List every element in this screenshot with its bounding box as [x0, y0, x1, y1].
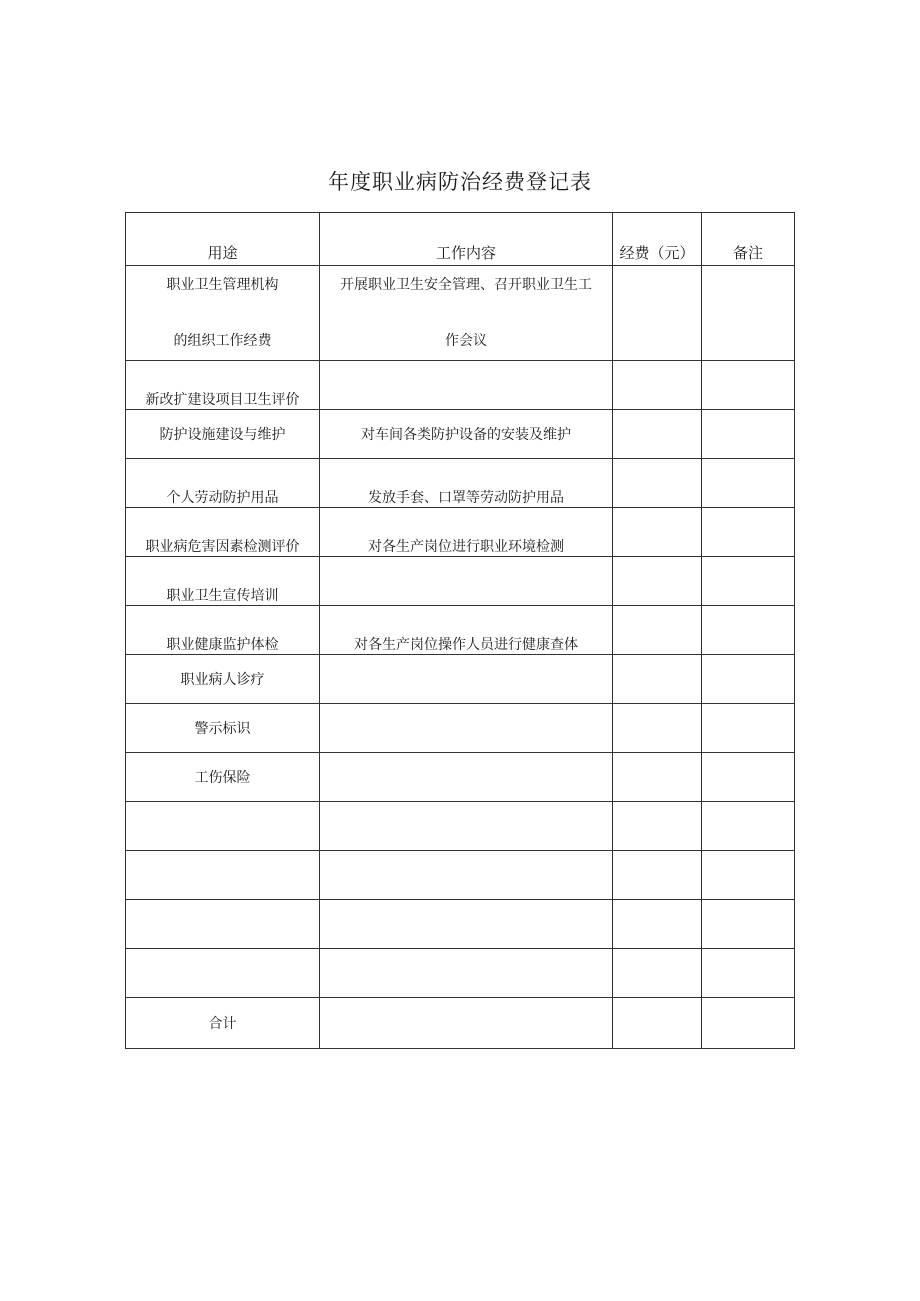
total-row	[126, 998, 795, 1049]
total-cost-cell[interactable]	[613, 998, 702, 1049]
purpose-cell	[126, 266, 320, 361]
purpose-cell: 职业病人诊疗	[126, 655, 320, 704]
remarks-cell[interactable]	[702, 459, 795, 508]
content-line: 开展职业卫生安全管理、召开职业卫生工	[340, 277, 592, 293]
purpose-cell[interactable]	[126, 900, 320, 949]
cost-cell[interactable]	[613, 900, 702, 949]
purpose-cell: 新改扩建设项目卫生评价	[126, 361, 320, 410]
content-cell[interactable]	[320, 949, 613, 998]
cost-cell[interactable]	[613, 802, 702, 851]
content-cell[interactable]	[320, 753, 613, 802]
remarks-cell[interactable]	[702, 704, 795, 753]
header-purpose: 用途	[126, 213, 320, 266]
remarks-cell[interactable]	[702, 753, 795, 802]
table-row	[126, 606, 795, 655]
table-row	[126, 266, 795, 361]
remarks-cell[interactable]	[702, 410, 795, 459]
remarks-cell[interactable]	[702, 802, 795, 851]
cost-cell[interactable]	[613, 753, 702, 802]
content-cell: 发放手套、口罩等劳动防护用品	[320, 459, 613, 508]
remarks-cell[interactable]	[702, 361, 795, 410]
purpose-cell[interactable]	[126, 949, 320, 998]
purpose-cell: 工伤保险	[126, 753, 320, 802]
total-label: 合计	[126, 998, 320, 1049]
purpose-line: 职业卫生管理机构	[166, 277, 279, 293]
cost-cell[interactable]	[613, 949, 702, 998]
table-row	[126, 459, 795, 508]
cost-cell[interactable]	[613, 704, 702, 753]
page-title: 年度职业病防治经费登记表	[328, 170, 592, 194]
table-row	[126, 802, 795, 851]
purpose-cell[interactable]	[126, 802, 320, 851]
remarks-cell[interactable]	[702, 655, 795, 704]
content-cell	[320, 266, 613, 361]
content-cell[interactable]	[320, 802, 613, 851]
cost-cell[interactable]	[613, 410, 702, 459]
header-content: 工作内容	[320, 213, 613, 266]
purpose-cell: 个人劳动防护用品	[126, 459, 320, 508]
content-cell: 对各生产岗位操作人员进行健康查体	[320, 606, 613, 655]
table-row	[126, 704, 795, 753]
header-remarks: 备注	[702, 213, 795, 266]
remarks-cell[interactable]	[702, 949, 795, 998]
cost-cell[interactable]	[613, 606, 702, 655]
purpose-cell[interactable]	[126, 851, 320, 900]
table-row	[126, 753, 795, 802]
header-cost: 经费（元）	[613, 213, 702, 266]
content-cell[interactable]	[320, 900, 613, 949]
cost-cell[interactable]	[613, 508, 702, 557]
cost-cell[interactable]	[613, 459, 702, 508]
remarks-cell[interactable]	[702, 557, 795, 606]
table-row	[126, 851, 795, 900]
table-row	[126, 508, 795, 557]
cost-cell[interactable]	[613, 851, 702, 900]
remarks-cell[interactable]	[702, 606, 795, 655]
total-remarks-cell[interactable]	[702, 998, 795, 1049]
cost-cell[interactable]	[613, 266, 702, 361]
table-row	[126, 655, 795, 704]
content-cell[interactable]	[320, 851, 613, 900]
purpose-cell: 职业健康监护体检	[126, 606, 320, 655]
content-cell[interactable]	[320, 655, 613, 704]
table-row	[126, 949, 795, 998]
header-row	[126, 213, 795, 266]
table-row	[126, 900, 795, 949]
purpose-cell: 职业卫生宣传培训	[126, 557, 320, 606]
content-cell[interactable]	[320, 557, 613, 606]
content-cell[interactable]	[320, 361, 613, 410]
expense-register-table	[125, 212, 795, 1049]
cost-cell[interactable]	[613, 557, 702, 606]
content-cell[interactable]	[320, 704, 613, 753]
content-cell: 对各生产岗位进行职业环境检测	[320, 508, 613, 557]
remarks-cell[interactable]	[702, 508, 795, 557]
cost-cell[interactable]	[613, 655, 702, 704]
table-row	[126, 410, 795, 459]
remarks-cell[interactable]	[702, 851, 795, 900]
total-content-cell[interactable]	[320, 998, 613, 1049]
remarks-cell[interactable]	[702, 900, 795, 949]
purpose-cell: 警示标识	[126, 704, 320, 753]
purpose-cell: 职业病危害因素检测评价	[126, 508, 320, 557]
cost-cell[interactable]	[613, 361, 702, 410]
purpose-line: 的组织工作经费	[173, 333, 272, 349]
content-line: 作会议	[445, 333, 487, 349]
table-row	[126, 361, 795, 410]
table-row	[126, 557, 795, 606]
purpose-cell: 防护设施建设与维护	[126, 410, 320, 459]
content-cell: 对车间各类防护设备的安装及维护	[320, 410, 613, 459]
remarks-cell[interactable]	[702, 266, 795, 361]
